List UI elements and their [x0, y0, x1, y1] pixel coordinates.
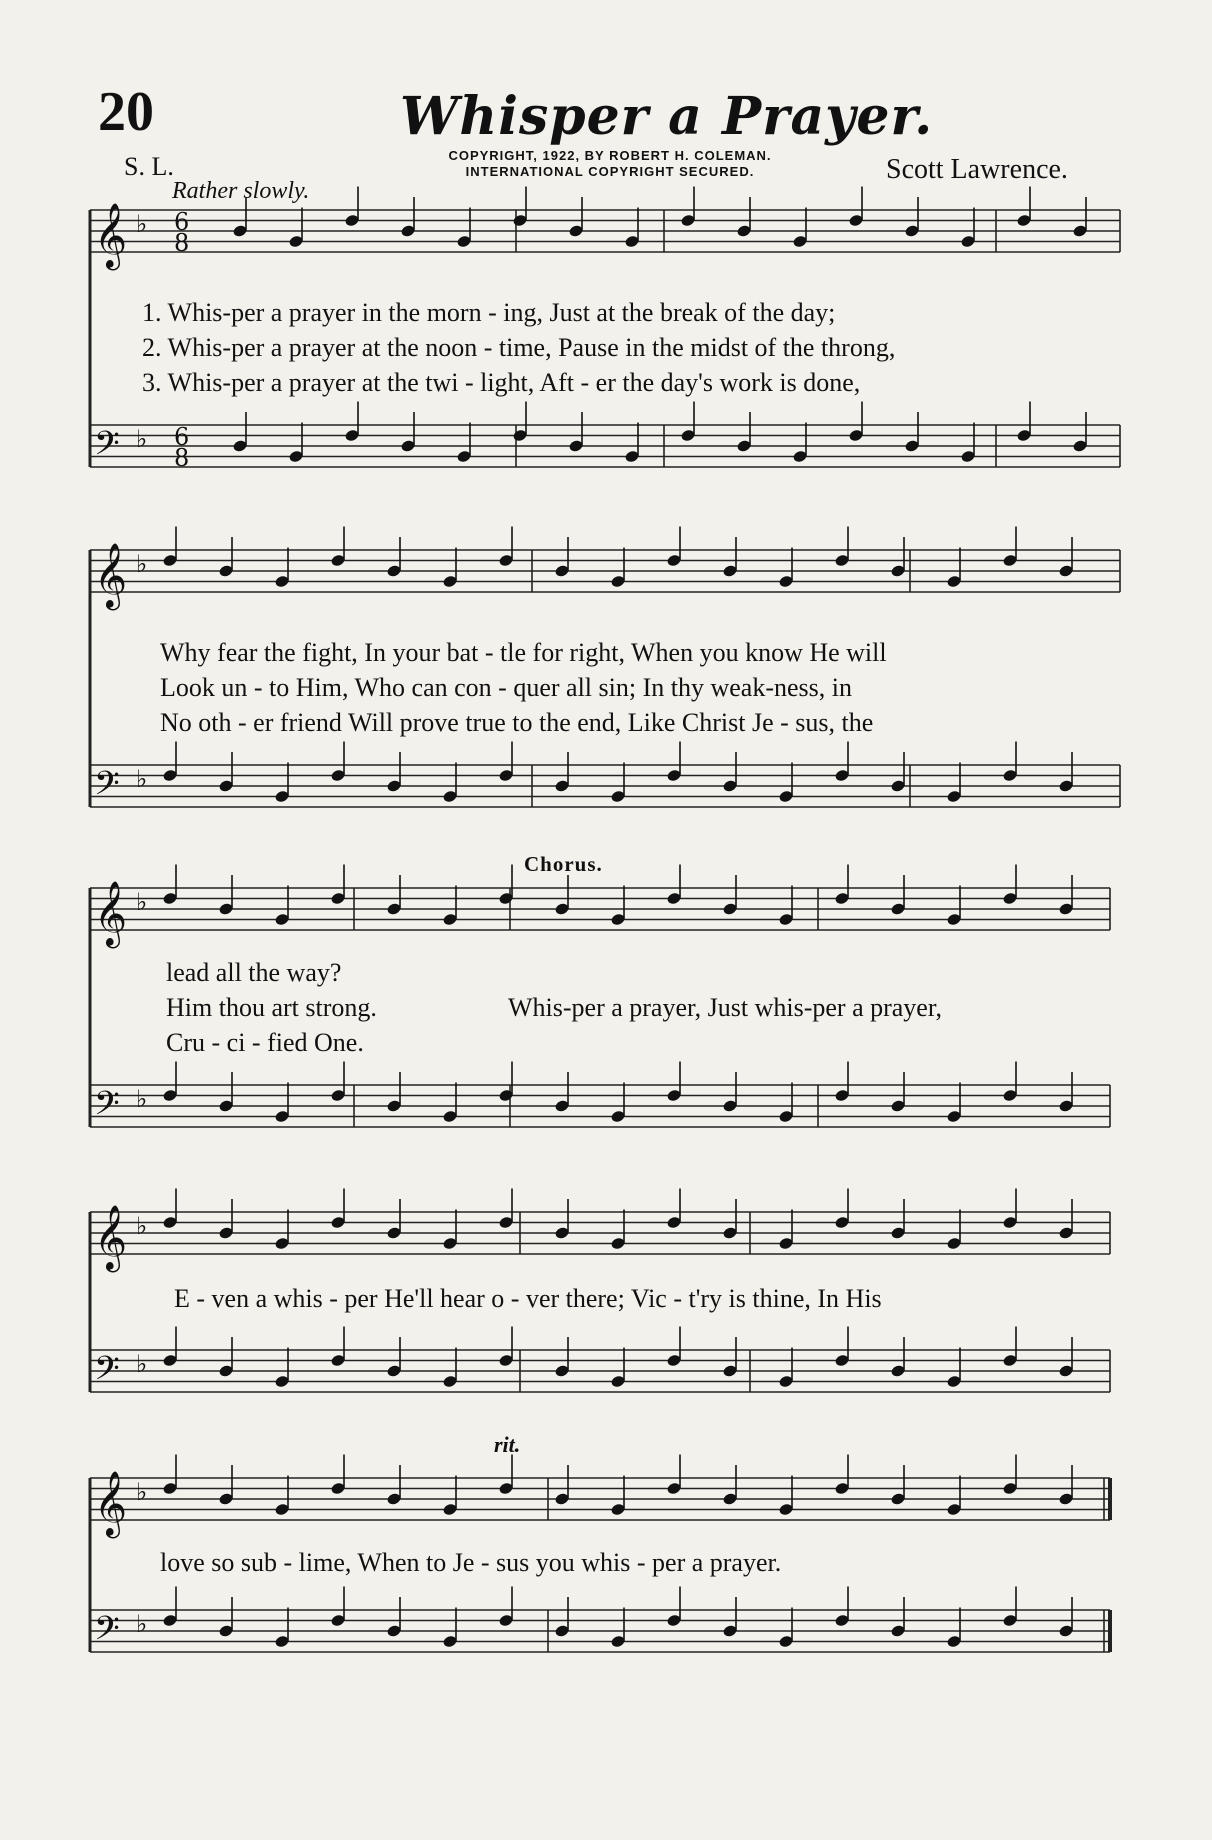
verse1-line1: 1. Whis-per a prayer in the morn - ing, Just at the break of the day;: [142, 298, 836, 327]
chorus-line1: Whis-per a prayer, Just whis-per a prayer,: [508, 993, 942, 1022]
clef-glyph: 6: [174, 208, 190, 236]
verse1-line2: Why fear the fight, In your bat - tle for right, When you know He will: [160, 638, 887, 667]
clef-glyph: 𝄞: [94, 881, 128, 946]
clef-glyph: ♭: [136, 1212, 148, 1240]
verse3-line2: No oth - er friend Will prove true to the end, Like Christ Je - sus, the: [160, 708, 874, 737]
hymn-title: Whisper a Prayer.: [400, 86, 934, 147]
clef-glyph: ♭: [136, 1085, 148, 1113]
clef-glyph: ♭: [136, 1610, 148, 1638]
clef-glyph: ♭: [136, 765, 148, 793]
clef-glyph: 𝄢: [94, 425, 120, 471]
clef-glyph: ♭: [136, 1350, 148, 1378]
clef-glyph: 𝄢: [94, 765, 120, 811]
chorus-line3: love so sub - lime, When to Je - sus you whis - per a prayer.: [160, 1548, 782, 1577]
clef-glyph: ♭: [136, 1478, 148, 1506]
chorus-line2: E - ven a whis - per He'll hear o - ver there; Vic - t'ry is thine, In His: [174, 1284, 882, 1313]
clef-glyph: 8: [174, 229, 190, 257]
ritardando-marking: rit.: [494, 1432, 521, 1457]
clef-glyph: 𝄞: [94, 1471, 128, 1536]
clef-glyph: 𝄢: [94, 1085, 120, 1131]
tempo-marking: Rather slowly.: [172, 178, 310, 204]
copyright-line-2: INTERNATIONAL COPYRIGHT SECURED.: [465, 164, 755, 179]
clef-glyph: 𝄢: [94, 1350, 120, 1396]
composer-name: Scott Lawrence.: [886, 154, 1068, 185]
clef-glyph: 𝄞: [94, 203, 128, 268]
clef-glyph: ♭: [136, 888, 148, 916]
clef-glyph: ♭: [136, 550, 148, 578]
clef-glyph: 𝄞: [94, 1205, 128, 1270]
copyright-line-1: COPYRIGHT, 1922, BY ROBERT H. COLEMAN.: [448, 148, 772, 163]
staff-lines: [90, 210, 1120, 1652]
note-heads: [162, 187, 1088, 1649]
clef-glyph: ♭: [136, 425, 148, 453]
clef-glyph: 6: [174, 423, 190, 451]
verse2-line3: Him thou art strong.: [166, 993, 377, 1022]
verse3-line1: 3. Whis-per a prayer at the twi - light, Aft - er the day's work is done,: [142, 368, 861, 397]
chorus-label: Chorus.: [524, 852, 603, 876]
clef-glyph: 𝄞: [94, 543, 128, 608]
verse2-line1: 2. Whis-per a prayer at the noon - time, Pause in the midst of the throng,: [142, 333, 896, 362]
clef-glyph: 𝄢: [94, 1610, 120, 1656]
verse2-line2: Look un - to Him, Who can con - quer all sin; In thy weak-ness, in: [160, 673, 852, 702]
verse1-line3: lead all the way?: [166, 958, 342, 987]
clef-glyph: ♭: [136, 210, 148, 238]
verse3-line3: Cru - ci - fied One.: [166, 1028, 364, 1057]
author-initials: S. L.: [124, 152, 174, 181]
clef-glyph: 8: [174, 444, 190, 472]
hymn-number: 20: [98, 81, 154, 143]
